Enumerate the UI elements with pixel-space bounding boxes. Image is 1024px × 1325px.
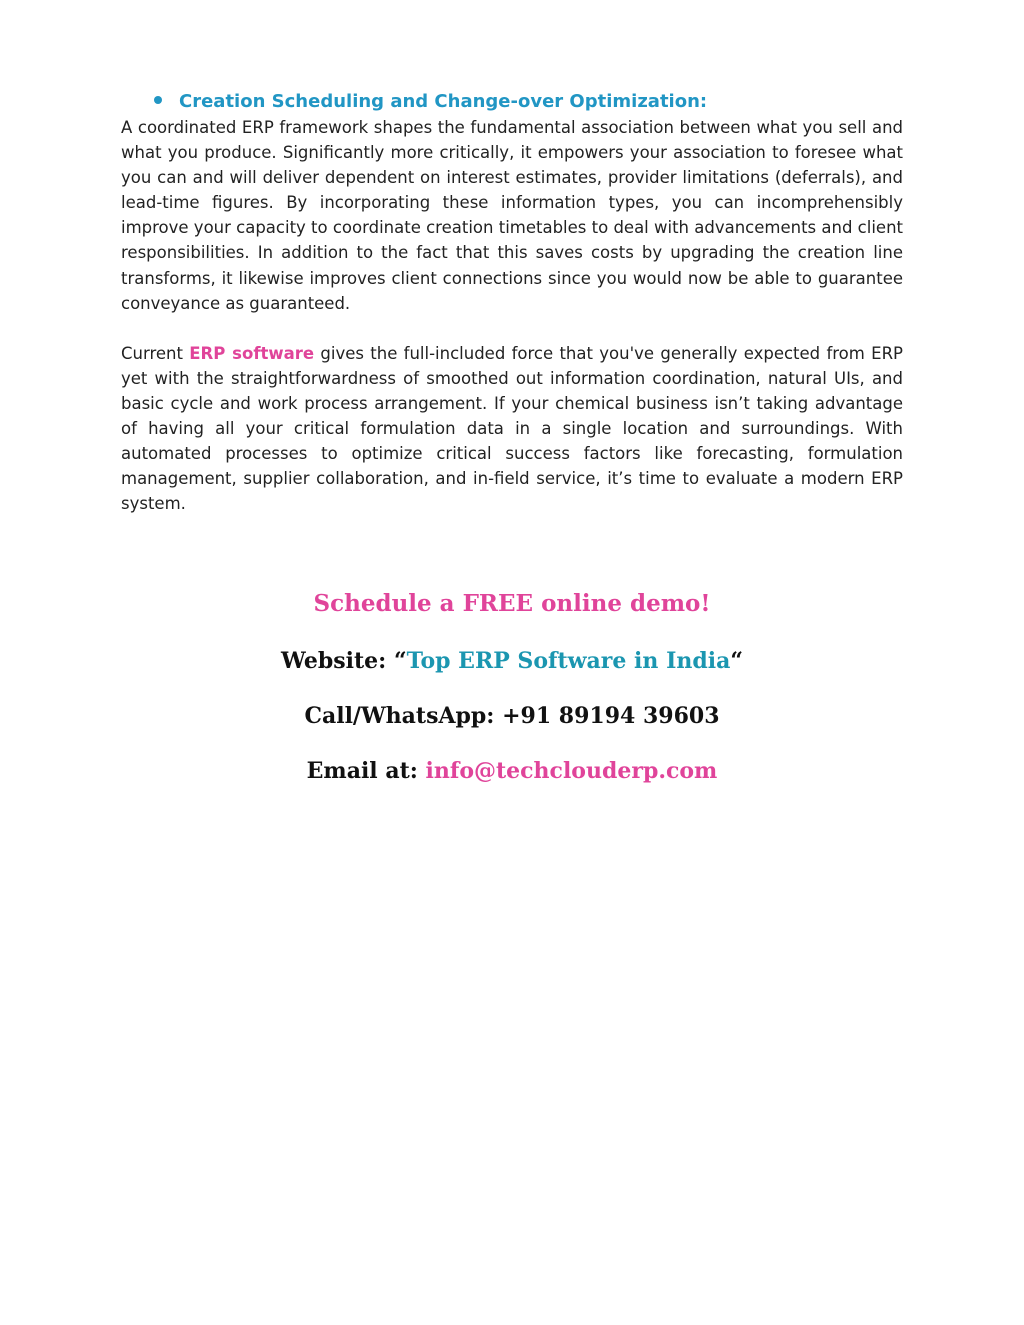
erp-software-link[interactable]: ERP software [189, 343, 315, 363]
section-heading-text: Creation Scheduling and Change-over Optimization: [179, 91, 708, 112]
call-line: Call/WhatsApp: +91 89194 39603 [304, 703, 720, 729]
paragraph-erp-software [121, 341, 903, 517]
email-label: Email at: [306, 758, 426, 784]
website-label: Website: “ [280, 648, 407, 674]
bullet-dot-icon [154, 96, 162, 104]
website-line [0, 646, 1024, 676]
paragraph-prefix: Current [121, 343, 190, 363]
section-heading [154, 88, 903, 115]
document-body [121, 88, 903, 516]
paragraph-scheduling: A coordinated ERP framework shapes the fundamental association between what you sell and what you produce. Significantly more critically, it empowers your association to foresee what you can and will deliver dependent on interest estimates, provider limitations (deferrals), and lead-time figures. By incorporating these information types, you can incomprehensibly improve your capacity to coordinate creation timetables to deal with advancements and client responsibilities. In addition to the fact that this saves costs by upgrading the creation line transforms, it likewise improves client connections since you would now be able to guarantee conveyance as guaranteed. [121, 118, 903, 313]
email-line [0, 756, 1024, 786]
website-link[interactable]: Top ERP Software in India [406, 648, 731, 674]
email-link[interactable]: info@techclouderp.com [425, 758, 718, 784]
website-quote-close: “ [730, 648, 744, 674]
paragraph-suffix: gives the full-included force that you've generally expected from ERP yet with the straightforwardness of smoothed out information coordination, natural UIs, and basic cycle and work process arrangement. If your chemical business isn’t taking advantage of having all your critical formulation data in a single location and surroundings. With automated processes to optimize critical success factors like forecasting, formulation management, supplier collaboration, and in-field service, it’s time to evaluate a modern ERP system. [121, 343, 903, 514]
demo-cta: Schedule a FREE online demo! [313, 590, 711, 617]
